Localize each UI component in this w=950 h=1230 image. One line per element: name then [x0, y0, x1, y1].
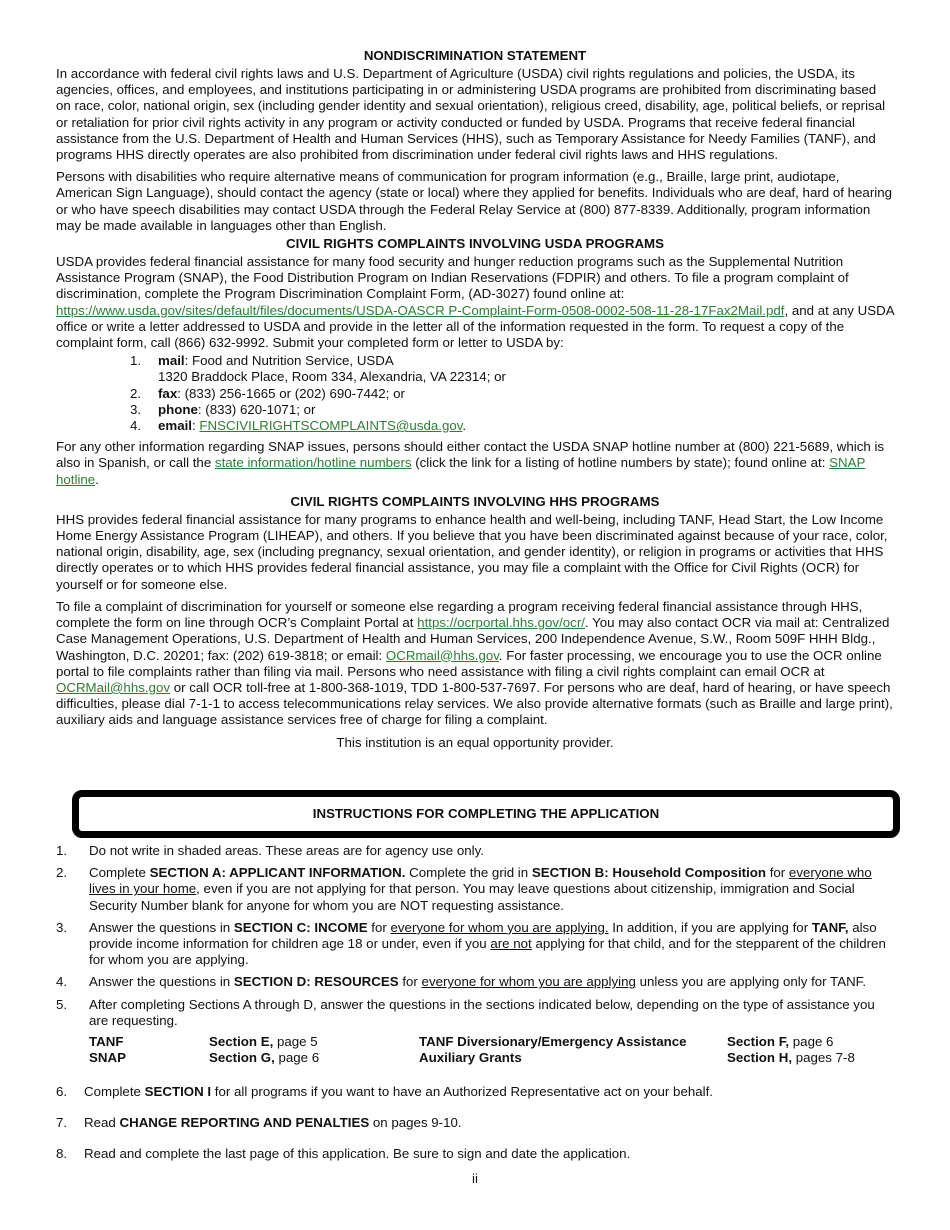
- ocr-portal-link[interactable]: https://ocrportal.hhs.gov/ocr/: [417, 615, 585, 631]
- usda-paragraph-2: For any other information regarding SNAP issues, persons should either contact the USDA SNAP hotline number at (800) 221-5689, which is also in Spanish, or call the state information/hotline numbers (click the link for a listing of hotline numbers by state); found online at: SNAP hotline.: [56, 439, 885, 487]
- nondiscrimination-paragraph-2: Persons with disabilities who require alternative means of communication for program information (e.g., Braille, large print, audiotape, American Sign Language), should contact the agency (state or local) where they applied for benefits. Individuals who are deaf, hard of hearing or who have speech disabilities may contact USDA through the Federal Relay Service at (800) 877-8339. Additionally, program information may be made available in languages other than English.: [56, 169, 892, 233]
- equal-opportunity-statement: This institution is an equal opportunity provider.: [336, 734, 614, 750]
- instruction-item: 3. Answer the questions in SECTION C: INCOME for everyone for whom you are applying. In addition, if you are applying for TANF, also provide income information for children age 18 or under, even if you are not applying for that child, and for the stepparent of the children for whom you are applying.: [56, 919, 886, 968]
- section-grid: TANF Section E, page 5 TANF Diversionary/Emergency Assistance Section F, page 6 SNAP Section G, page 6 Auxiliary Grants Section H, pages 7-8: [89, 1034, 855, 1066]
- instruction-item: 8. Read and complete the last page of this application. Be sure to sign and date the application.: [56, 1146, 631, 1162]
- snap-hotline-link[interactable]: SNAP hotline: [56, 455, 866, 487]
- nondiscrimination-paragraph-1: In accordance with federal civil rights laws and U.S. Department of Agriculture (USDA) civil rights regulations and policies, the USDA, its agencies, offices, and employees, and institutions participating in or administering USDA programs are prohibited from discriminating based on race, color, national origin, sex (including gender identity and sexual orientation), religious creed, disability, age, political beliefs, or reprisal or retaliation for prior civil rights activity in any program or activity conducted or funded by USDA. Programs that receive federal financial assistance from the U.S. Department of Health and Human Services (HHS), such as Temporary Assistance for Needy Families (TANF), and programs HHS directly operates are also prohibited from discrimination under federal civil rights laws and HHS regulations.: [56, 66, 886, 163]
- list-item: 2. fax: (833) 256-1665 or (202) 690-7442; or: [130, 385, 405, 401]
- usda-submission-list: [130, 353, 894, 434]
- page-number: ii: [472, 1171, 478, 1186]
- usda-email-link[interactable]: FNSCIVILRIGHTSCOMPLAINTS@usda.gov: [199, 418, 463, 434]
- hhs-paragraph-2: To file a complaint of discrimination for yourself or someone else regarding a program receiving federal financial assistance through HHS, complete the form on line through OCR’s Complaint Portal at https://ocrportal.hhs.gov/ocr/. You may also contact OCR via mail at: Centralized Case Management Operations, U.S. Department of Health and Human Services, 200 Independence Avenue, S.W., Room 509F HHH Bldg., Washington, D.C. 20201; fax: (202) 619-3818; or email: OCRmail@hhs.gov. For faster processing, we encourage you to use the OCR online portal to file complaints rather than filing via mail. Persons who need assistance with filing a civil rights complaint can email OCR at OCRMail@hhs.gov or call OCR toll-free at 1-800-368-1019, TDD 1-800-537-7697. For persons who are deaf, hard of hearing, or have speech difficulties, please dial 7-1-1 to access telecommunications relay services. We also provide alternative formats (such as Braille and large print), auxiliary aids and language assistance services free of charge for filing a complaint.: [56, 598, 893, 728]
- instruction-item: 4. Answer the questions in SECTION D: RESOURCES for everyone for whom you are applying unless you are applying only for TANF.: [56, 974, 867, 990]
- instruction-item: 5. After completing Sections A through D, answer the questions in the sections indicated below, depending on the type of assistance you are requesting. TANF Section E, page 5 TANF Diversionary/Emergency Assistance Section F, page 6 SNAP Section G, page 6 Auxiliary Grants Section H, pages 7-8: [56, 997, 896, 1066]
- instruction-item: 6. Complete SECTION I for all programs if you want to have an Authorized Representative act on your behalf.: [56, 1084, 713, 1100]
- instructions-list: [56, 843, 896, 1169]
- list-item: 4. email: FNSCIVILRIGHTSCOMPLAINTS@usda.gov.: [130, 418, 467, 434]
- state-hotline-link[interactable]: state information/hotline numbers: [214, 455, 412, 471]
- instructions-title: INSTRUCTIONS FOR COMPLETING THE APPLICATION: [312, 805, 660, 821]
- document-body: [56, 48, 894, 751]
- hhs-complaints-title: CIVIL RIGHTS COMPLAINTS INVOLVING HHS PROGRAMS: [290, 493, 660, 509]
- list-item: 1. mail: Food and Nutrition Service, USDA 1320 Braddock Place, Room 334, Alexandria, VA 22314; or: [130, 353, 506, 385]
- instruction-item: 1. Do not write in shaded areas. These areas are for agency use only.: [56, 843, 484, 858]
- instruction-item: 2. Complete SECTION A: APPLICANT INFORMATION. Complete the grid in SECTION B: Household Composition for everyone who lives in your home, even if you are not applying for that person. You may leave questions about citizenship, immigration and Social Security Number blank for anyone for whom you are NOT requesting assistance.: [56, 865, 872, 913]
- usda-complaints-title: CIVIL RIGHTS COMPLAINTS INVOLVING USDA PROGRAMS: [286, 236, 664, 252]
- hhs-paragraph-1: HHS provides federal financial assistance for many programs to enhance health and well-being, including TANF, Head Start, the Low Income Home Energy Assistance Program (LIHEAP), and others. If you believe that you have been discriminated against because of your race, color, national origin, disability, age, sex (including pregnancy, sexual orientation, and gender identity), or religion in programs or activities that HHS directly operates or to which HHS provides federal financial assistance, you may file a complaint with the Office for Civil Rights (OCR) for yourself or for someone else.: [56, 511, 888, 592]
- usda-paragraph-1: USDA provides federal financial assistance for many food security and hunger reduction programs such as the Supplemental Nutrition Assistance Program (SNAP), the Food Distribution Program on Indian Reservations (FDPIR) and others. To file a program complaint of discrimination, complete the Program Discrimination Complaint Form, (AD-3027) found online at: https://www.usda.gov/sites/default/files/documents/USDA-OASCR P-Complaint-Form-0508-0002-508-11-28-17Fax2Mail.pdf, and at any USDA office or write a letter addressed to USDA and provide in the letter all of the information requested in the form. To request a copy of the complaint form, call (866) 632-9992. Submit your completed form or letter to USDA by:: [56, 254, 894, 351]
- nondiscrimination-title: NONDISCRIMINATION STATEMENT: [363, 48, 587, 63]
- usda-complaint-form-link[interactable]: https://www.usda.gov/sites/default/files/documents/USDA-OASCR P-Complaint-Form-0508-0002-508-11-28-17Fax2Mail.pdf: [56, 302, 785, 318]
- instructions-title-box: [72, 790, 900, 838]
- list-item: 3. phone: (833) 620-1071; or: [130, 401, 316, 417]
- ocr-email-link-2[interactable]: OCRMail@hhs.gov: [56, 679, 170, 695]
- instruction-item: 7. Read CHANGE REPORTING AND PENALTIES on pages 9-10.: [56, 1115, 462, 1131]
- ocr-email-link[interactable]: OCRmail@hhs.gov: [385, 647, 499, 663]
